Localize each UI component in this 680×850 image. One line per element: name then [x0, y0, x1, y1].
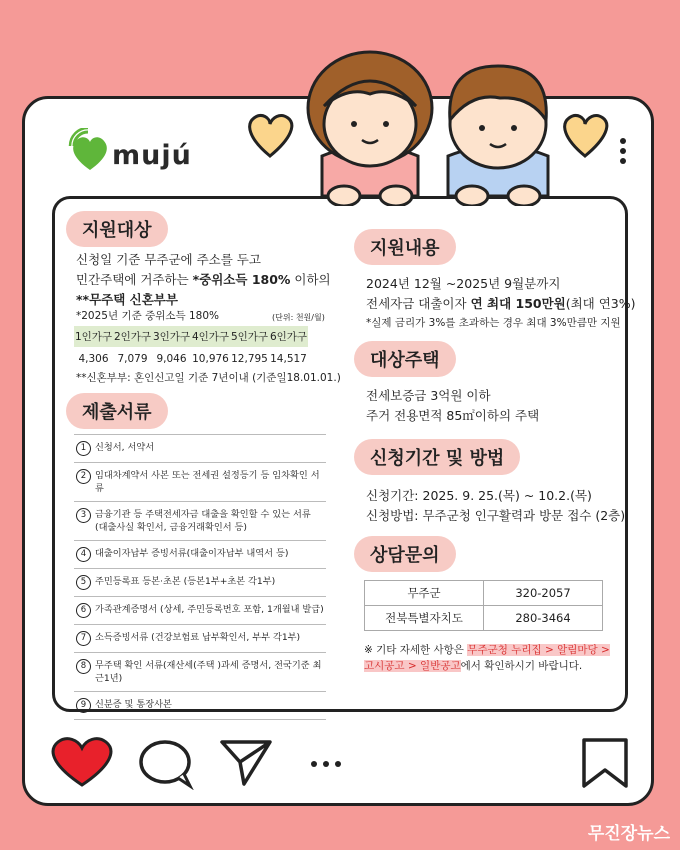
note-prefix: ※ 기타 자세한 사항은 — [364, 644, 468, 656]
list-item — [74, 501, 326, 540]
share-button[interactable] — [218, 735, 274, 789]
note-link[interactable]: 무주군청 누리집 > 알림마당 > — [467, 644, 610, 656]
list-item — [74, 652, 326, 691]
line2-bold: *중위소득 180% — [192, 272, 291, 287]
documents-heading: 제출서류 — [66, 393, 168, 429]
brand-logo-text: mujú — [112, 140, 192, 171]
amount-prefix: 전세자금 대출이자 — [366, 296, 471, 311]
item-text: 소득증빙서류 (건강보험료 납부확인서, 부부 각1부) — [95, 632, 301, 643]
item-text: 임대차계약서 사본 또는 전세권 설정등기 등 임차확인 서류 — [95, 470, 320, 494]
inquiry-heading: 상담문의 — [354, 536, 456, 572]
item-text: 대출이자납부 증빙서류(대출이자납부 내역서 등) — [95, 548, 289, 559]
amount-bold: 연 최대 150만원 — [470, 296, 566, 311]
support-amount — [366, 294, 636, 314]
item-number: 4 — [76, 547, 91, 562]
household-value: 9,046 — [156, 353, 187, 365]
household-header: 4인가구 — [191, 326, 230, 347]
household-header: 6인가구 — [269, 326, 308, 347]
housing-deposit: 전세보증금 3억원 이하 — [366, 388, 491, 403]
household-header: 5인가구 — [230, 326, 269, 347]
list-item — [74, 568, 326, 596]
household-value: 7,079 — [117, 353, 148, 365]
list-item — [74, 462, 326, 501]
item-number: 3 — [76, 508, 91, 523]
inquiry-note-line2 — [364, 656, 582, 676]
contact-org: 전북특별자치도 — [365, 606, 484, 631]
list-item — [74, 691, 326, 720]
item-text: 가족관계증명서 (상세, 주민등록번호 포함, 1개월내 발급) — [95, 604, 324, 615]
item-text: 주민등록표 등본·초본 (등본1부+초본 각1부) — [95, 576, 276, 587]
support-target-line1: 신청일 기준 무주군에 주소를 두고 — [76, 252, 261, 267]
contact-phone: 280-3464 — [484, 606, 603, 631]
list-item — [74, 596, 326, 624]
note-suffix: 에서 확인하시기 바랍니다. — [460, 660, 583, 672]
item-number: 8 — [76, 659, 91, 674]
watermark: 무진장뉴스 — [587, 824, 670, 844]
application-period: 신청기간: 2025. 9. 25.(목) ~ 10.2.(목) — [366, 488, 592, 503]
list-item — [74, 434, 326, 462]
item-number: 5 — [76, 575, 91, 590]
unit-note: (단위: 천원/월) — [272, 313, 325, 322]
support-content-heading: 지원내용 — [354, 229, 456, 265]
contact-phone: 320-2057 — [484, 581, 603, 606]
application-heading: 신청기간 및 방법 — [354, 439, 520, 475]
line2-suffix: 이하의 — [290, 272, 331, 287]
household-header: 2인가구 — [113, 326, 152, 347]
median-income-note: *2025년 기준 중위소득 180% — [76, 310, 220, 322]
item-text: 금융기관 등 주택전세자금 대출을 확인할 수 있는 서류 (대출사실 확인서, 금융거래확인서 등) — [95, 509, 311, 533]
list-item — [74, 624, 326, 652]
children-illustration-icon — [240, 36, 660, 206]
more-icon — [311, 761, 341, 767]
contact-table — [364, 580, 603, 631]
application-method: 신청방법: 무주군청 인구활력과 방문 접수 (2층) — [366, 508, 626, 523]
item-number: 1 — [76, 441, 91, 456]
household-header: 3인가구 — [152, 326, 191, 347]
bookmark-button[interactable] — [580, 735, 630, 789]
list-item — [74, 540, 326, 568]
item-text: 신청서, 서약서 — [95, 442, 155, 453]
item-text: 신분증 및 통장사본 — [95, 699, 172, 710]
item-text: 무주택 확인 서류(재산세(주택 )과세 증명서, 전국기준 최근1년) — [95, 660, 322, 684]
item-number: 9 — [76, 698, 91, 713]
newlywed-note: **신혼부부: 혼인신고일 기준 7년이내 (기준일18.01.01.) — [76, 372, 341, 384]
household-header: 1인가구 — [74, 326, 113, 347]
support-target-line2 — [76, 270, 331, 290]
household-value: 12,795 — [231, 353, 268, 365]
item-number: 6 — [76, 603, 91, 618]
documents-list — [74, 434, 326, 720]
item-number: 7 — [76, 631, 91, 646]
household-value: 4,306 — [78, 353, 109, 365]
income-table — [74, 326, 308, 368]
table-row — [365, 606, 603, 631]
target-housing-heading: 대상주택 — [354, 341, 456, 377]
support-target-line3: **무주택 신혼부부 — [76, 292, 178, 307]
household-value: 14,517 — [270, 353, 307, 365]
table-row — [365, 581, 603, 606]
line2-prefix: 민간주택에 거주하는 — [76, 272, 193, 287]
item-number: 2 — [76, 469, 91, 484]
interest-note: *실제 금리가 3%를 초과하는 경우 최대 3%만큼만 지원 — [366, 317, 621, 329]
contact-org: 무주군 — [365, 581, 484, 606]
like-button[interactable] — [50, 735, 114, 789]
support-target-heading: 지원대상 — [66, 211, 168, 247]
amount-suffix: (최대 연3%) — [565, 296, 636, 311]
household-value: 10,976 — [192, 353, 229, 365]
support-period: 2024년 12월 ~2025년 9월분까지 — [366, 276, 561, 291]
housing-area: 주거 전용면적 85㎡이하의 주택 — [366, 408, 540, 423]
note-link[interactable]: 고시공고 > 일반공고 — [364, 660, 461, 672]
comment-button[interactable] — [138, 735, 194, 789]
